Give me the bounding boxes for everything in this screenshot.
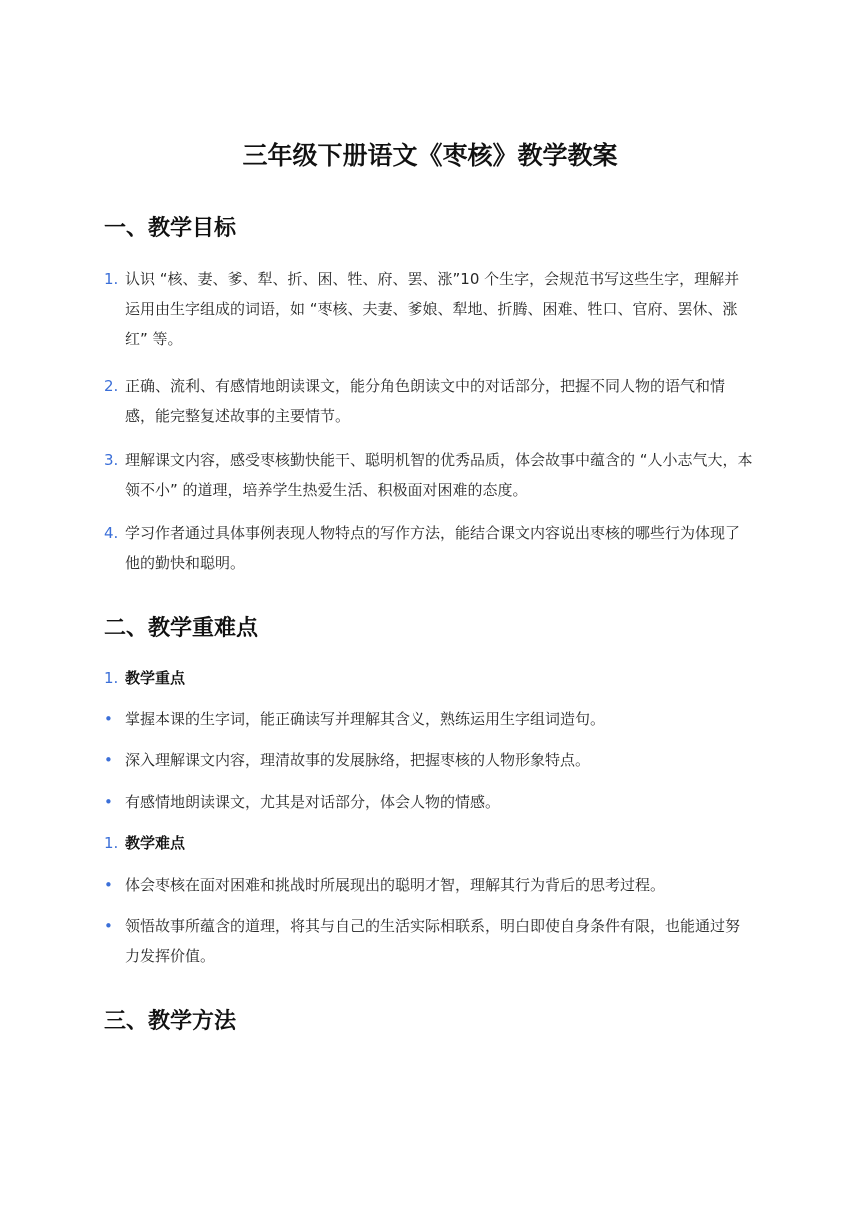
objective-text: 学习作者通过具体事例表现人物特点的写作方法，能结合课文内容说出枣核的哪些行为体现了他的勤快和聪明。: [125, 524, 741, 572]
document-title: 三年级下册语文《枣核》教学教案: [242, 141, 618, 170]
objective-item: [104, 518, 754, 578]
list-number: 1.: [104, 834, 119, 852]
objective-item: [104, 445, 754, 505]
list-number: 2.: [104, 377, 119, 395]
bullet-text: 体会枣核在面对困难和挑战时所展现出的聪明才智，理解其行为背后的思考过程。: [125, 876, 666, 894]
objective-text: 正确、流利、有感情地朗读课文，能分角色朗读文中的对话部分，把握不同人物的语气和情感，能完整复述故事的主要情节。: [125, 377, 726, 425]
subheading-difficult-points: [104, 828, 185, 858]
objective-item: [104, 264, 754, 354]
bullet-icon: •: [104, 710, 113, 728]
bullet-icon: •: [104, 876, 113, 894]
subheading-label: 教学重点: [125, 669, 186, 687]
objective-item: [104, 371, 754, 431]
bullet-text: 深入理解课文内容，理清故事的发展脉络，把握枣核的人物形象特点。: [125, 751, 591, 769]
objective-text: 认识 “核、妻、爹、犁、折、困、牲、府、罢、涨”10 个生字，会规范书写这些生字，理解并运用由生字组成的词语，如 “枣核、夫妻、爹娘、犁地、折腾、困难、牲口、官府、罢休、涨红” 等。: [125, 270, 740, 348]
bullet-icon: •: [104, 751, 113, 769]
list-item: [104, 870, 754, 900]
section-heading-teaching-methods: 三、教学方法: [104, 1009, 237, 1034]
bullet-icon: •: [104, 917, 113, 935]
bullet-icon: •: [104, 793, 113, 811]
section-heading-key-difficult-points: 二、教学重难点: [104, 616, 259, 641]
subheading-label: 教学难点: [125, 834, 186, 852]
list-number: 1.: [104, 669, 119, 687]
bullet-text: 有感情地朗读课文，尤其是对话部分，体会人物的情感。: [125, 793, 501, 811]
list-item: [104, 787, 754, 817]
list-item: [104, 745, 754, 775]
section-heading-teaching-objectives: 一、教学目标: [104, 216, 237, 241]
list-number: 4.: [104, 524, 119, 542]
list-number: 1.: [104, 270, 119, 288]
list-number: 3.: [104, 451, 119, 469]
subheading-key-points: [104, 663, 185, 693]
bullet-text: 领悟故事所蕴含的道理，将其与自己的生活实际相联系，明白即使自身条件有限，也能通过努力发挥价值。: [125, 917, 741, 965]
objective-text: 理解课文内容，感受枣核勤快能干、聪明机智的优秀品质，体会故事中蕴含的 “人小志气大，本领不小” 的道理，培养学生热爱生活、积极面对困难的态度。: [125, 451, 753, 499]
list-item: [104, 704, 754, 734]
list-item: [104, 911, 754, 971]
bullet-text: 掌握本课的生字词，能正确读写并理解其含义，熟练运用生字组词造句。: [125, 710, 606, 728]
